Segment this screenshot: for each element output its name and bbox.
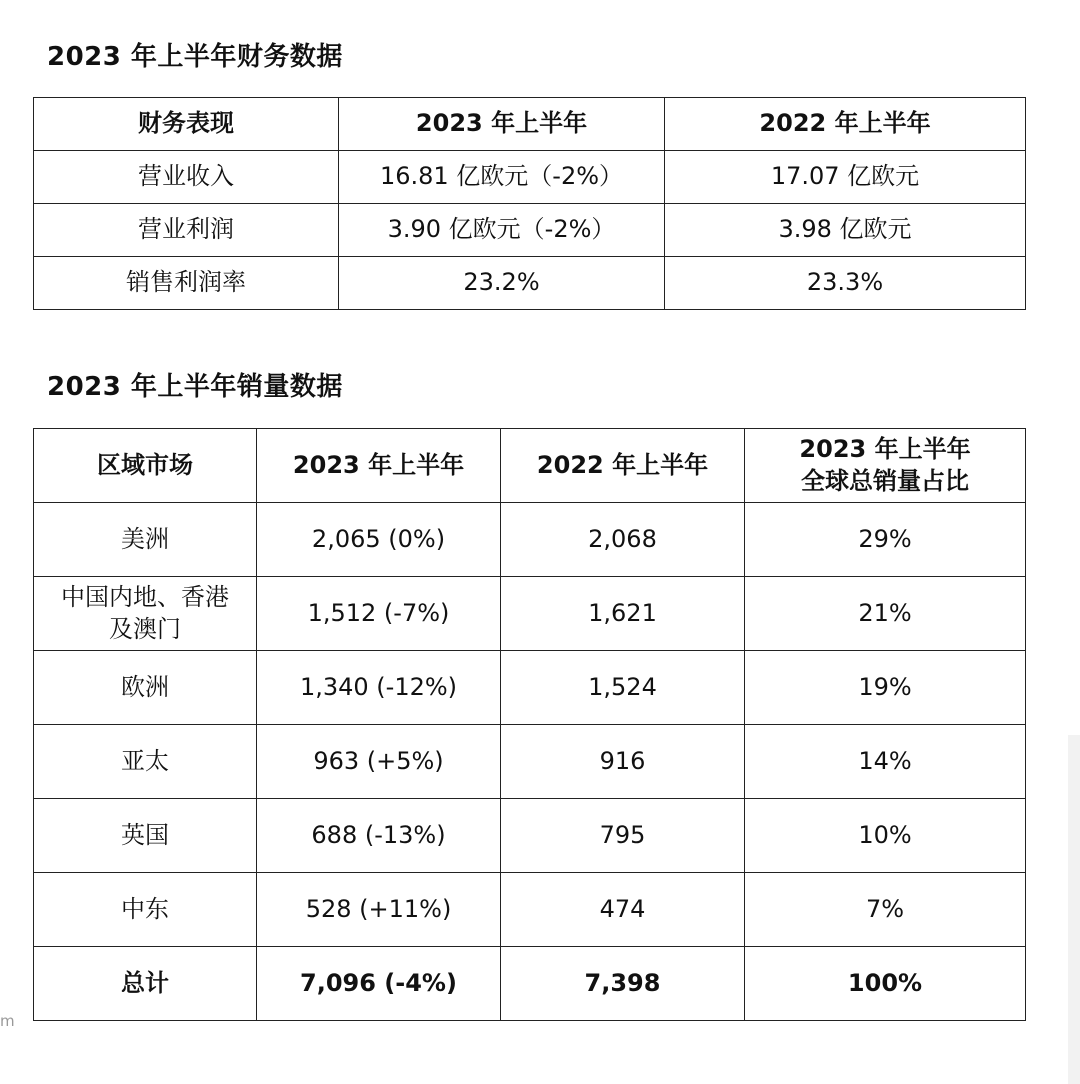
table-cell: 528 (+11%) — [257, 873, 501, 947]
sales-table — [33, 428, 1026, 1021]
table-cell: 7% — [745, 873, 1026, 947]
table-cell: 2,068 — [501, 503, 745, 577]
table-cell: 14% — [745, 725, 1026, 799]
header-cell: 2022 年上半年 — [665, 98, 1026, 151]
table-row — [34, 257, 1026, 310]
region-cell: 欧洲 — [34, 651, 257, 725]
table-cell: 963 (+5%) — [257, 725, 501, 799]
table-row — [34, 725, 1026, 799]
region-cell: 英国 — [34, 799, 257, 873]
region-cell: 中东 — [34, 873, 257, 947]
table-cell: 916 — [501, 725, 745, 799]
table-cell: 474 — [501, 873, 745, 947]
stray-text-fragment: m — [0, 1012, 15, 1030]
table-row — [34, 577, 1026, 651]
region-cell: 亚太 — [34, 725, 257, 799]
header-cell: 2023 年上半年 — [257, 429, 501, 503]
table-cell: 23.3% — [665, 257, 1026, 310]
table-row — [34, 799, 1026, 873]
total-label-cell: 总计 — [34, 947, 257, 1021]
table-cell: 3.90 亿欧元（-2%） — [339, 204, 665, 257]
total-cell: 7,096 (-4%) — [257, 947, 501, 1021]
page-edge-shadow — [1068, 735, 1080, 1084]
table-cell: 营业利润 — [34, 204, 339, 257]
table-cell: 2,065 (0%) — [257, 503, 501, 577]
table-cell: 29% — [745, 503, 1026, 577]
table-cell: 3.98 亿欧元 — [665, 204, 1026, 257]
region-cell: 美洲 — [34, 503, 257, 577]
total-row — [34, 947, 1026, 1021]
table-cell: 795 — [501, 799, 745, 873]
table-cell: 19% — [745, 651, 1026, 725]
table-cell: 10% — [745, 799, 1026, 873]
table-header-row — [34, 98, 1026, 151]
table-row — [34, 151, 1026, 204]
financial-section-title: 2023 年上半年财务数据 — [47, 42, 343, 72]
table-cell: 1,512 (-7%) — [257, 577, 501, 651]
header-cell: 区域市场 — [34, 429, 257, 503]
total-cell: 100% — [745, 947, 1026, 1021]
table-row — [34, 651, 1026, 725]
header-cell: 2022 年上半年 — [501, 429, 745, 503]
table-cell: 16.81 亿欧元（-2%） — [339, 151, 665, 204]
region-cell: 中国内地、香港 及澳门 — [34, 577, 257, 651]
financial-table — [33, 97, 1026, 310]
table-row — [34, 503, 1026, 577]
header-cell: 2023 年上半年 全球总销量占比 — [745, 429, 1026, 503]
header-cell: 财务表现 — [34, 98, 339, 151]
table-cell: 688 (-13%) — [257, 799, 501, 873]
table-cell: 销售利润率 — [34, 257, 339, 310]
table-cell: 21% — [745, 577, 1026, 651]
total-cell: 7,398 — [501, 947, 745, 1021]
table-cell: 1,524 — [501, 651, 745, 725]
table-cell: 17.07 亿欧元 — [665, 151, 1026, 204]
table-cell: 1,621 — [501, 577, 745, 651]
table-cell: 营业收入 — [34, 151, 339, 204]
header-cell: 2023 年上半年 — [339, 98, 665, 151]
table-cell: 23.2% — [339, 257, 665, 310]
table-header-row — [34, 429, 1026, 503]
table-row — [34, 873, 1026, 947]
table-row — [34, 204, 1026, 257]
table-cell: 1,340 (-12%) — [257, 651, 501, 725]
sales-section-title: 2023 年上半年销量数据 — [47, 372, 343, 402]
